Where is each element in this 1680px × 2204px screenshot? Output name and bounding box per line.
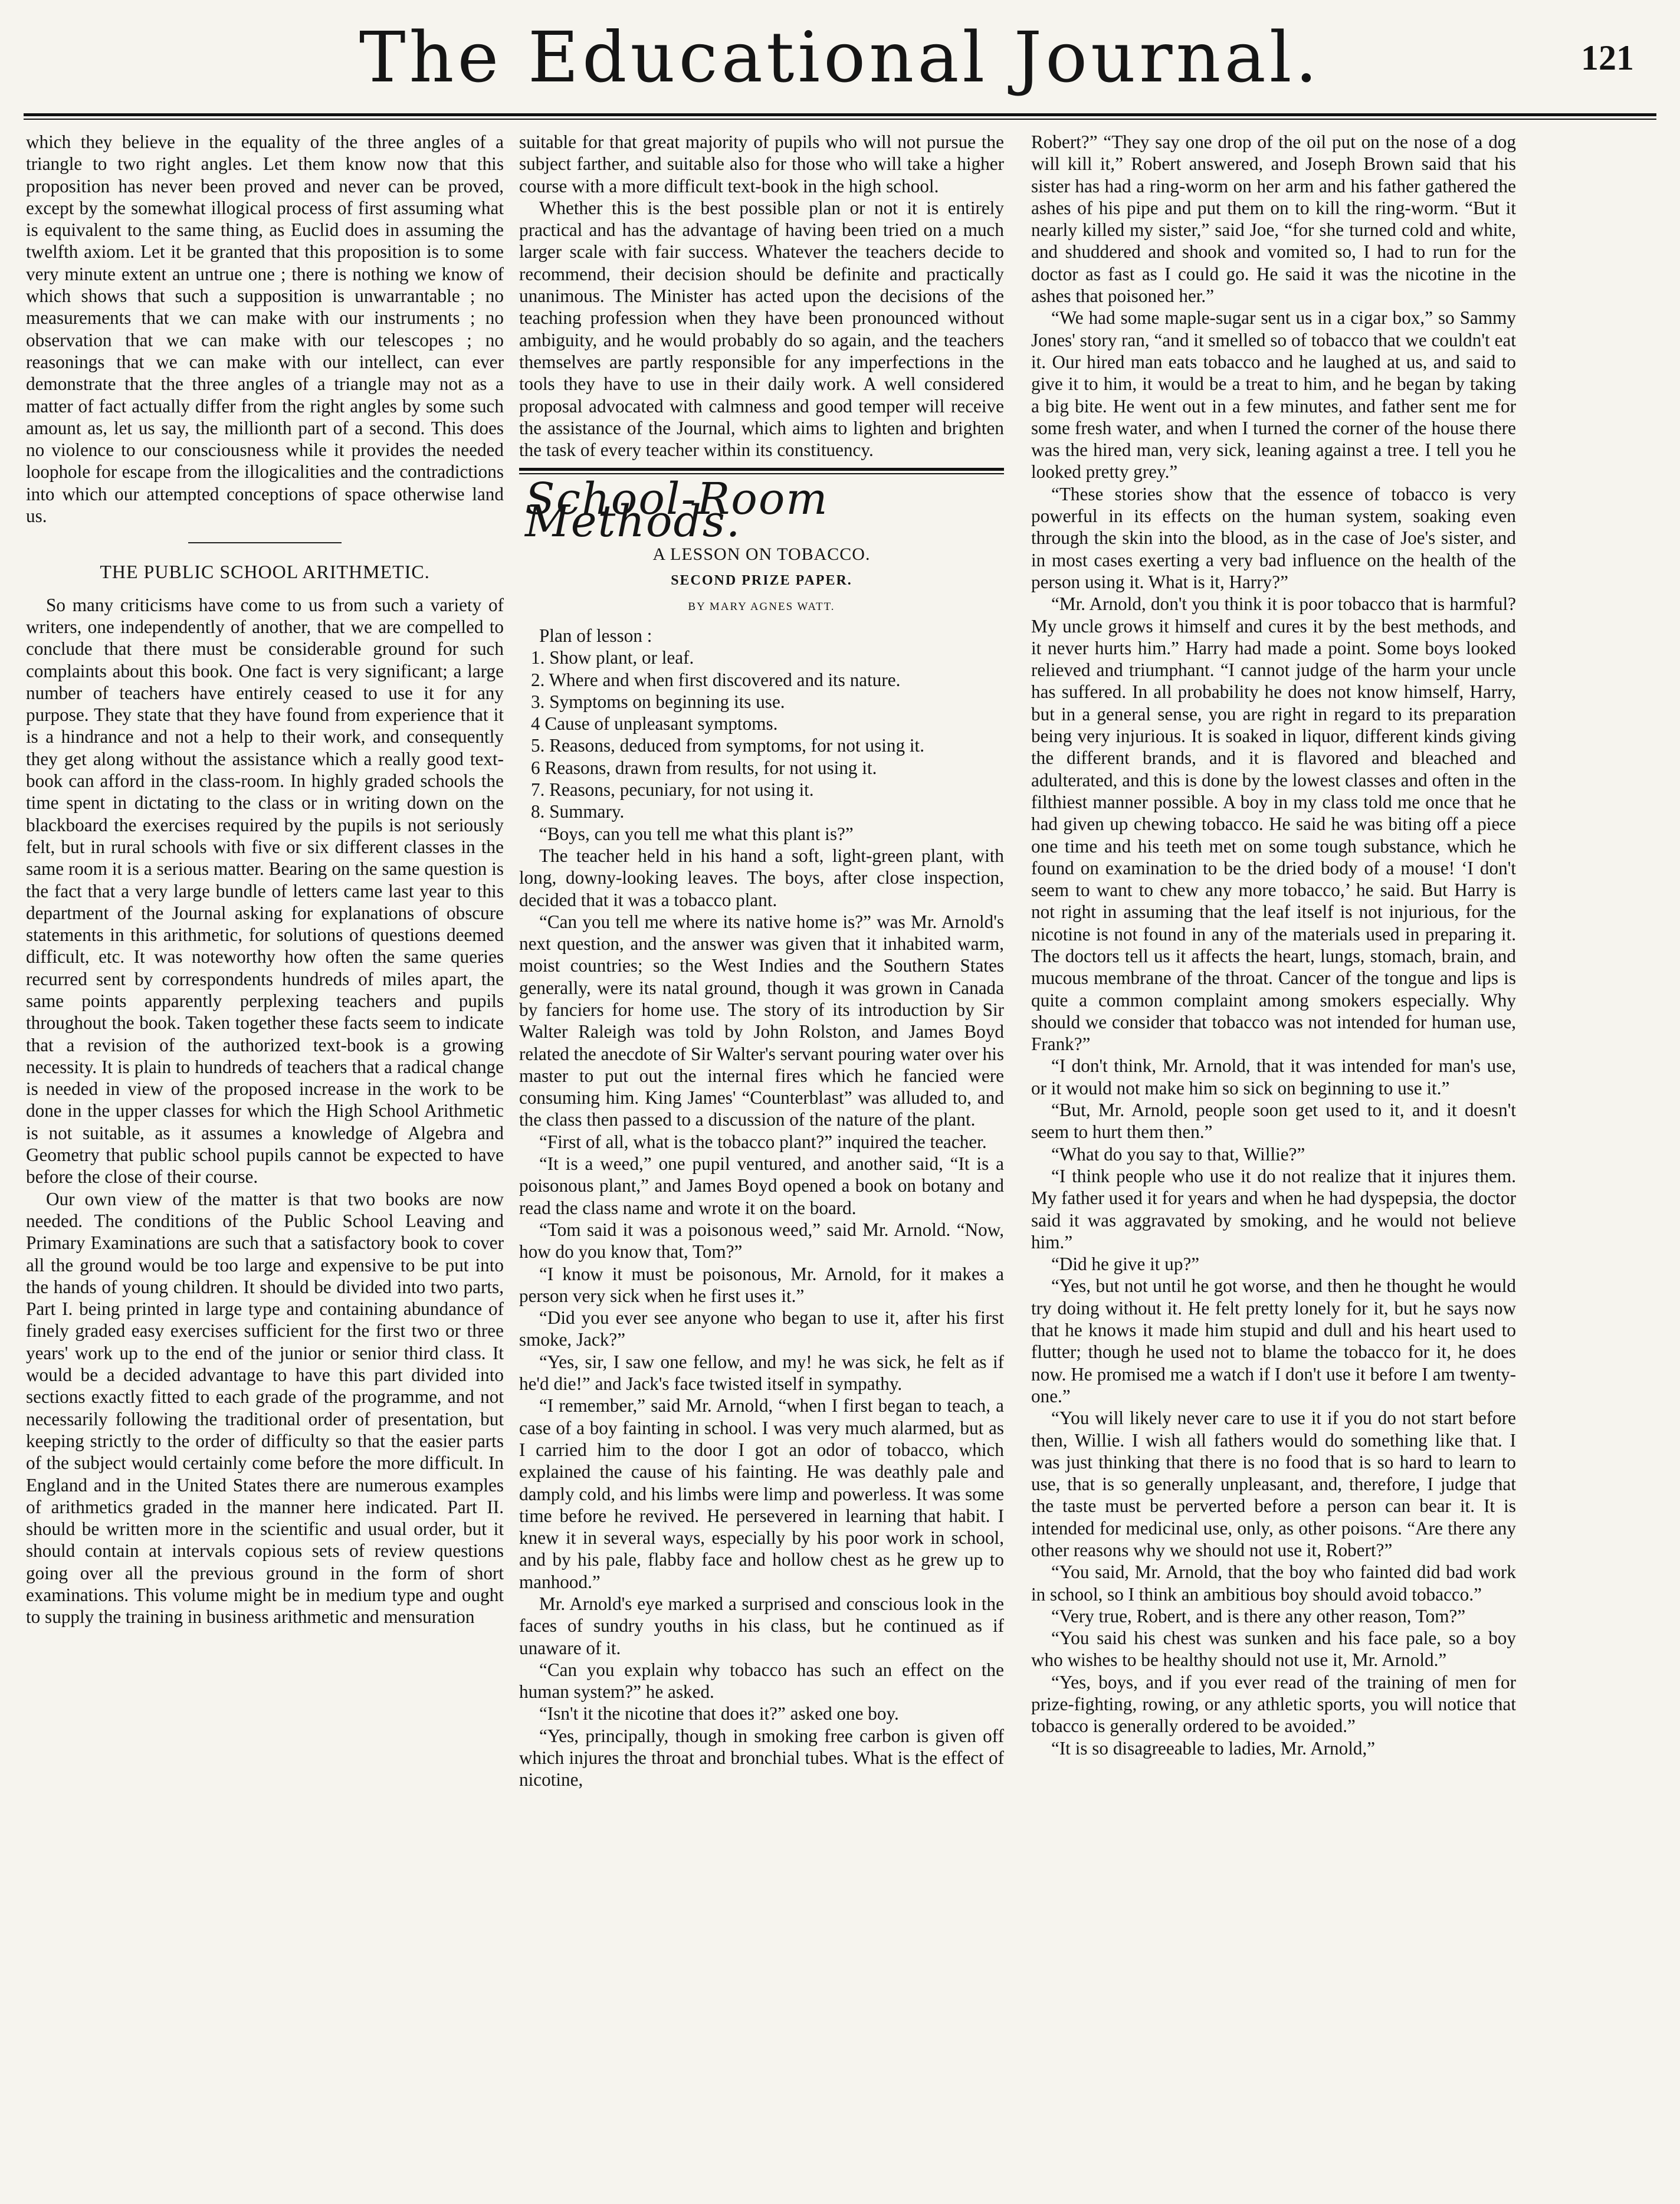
paragraph: which they believe in the equality of the three angles of a triangle to two right angles. Let them know now that this proposition has never been proved and never can be proved, except by the somewhat illogical process of first assuming what is equivalent to the same thing, as Euclid does in assuming the twelfth axiom. Let it be granted that this proposition is to some very minute extent an untrue one ; there is nothing we know of which shows that such a supposition is unwarrantable ; no measurements that we can make with our instruments ; no observation that we can make with our telescopes ; no reasonings that we can make with our intellect, can ever demonstrate that the three angles of a triangle may not as a matter of fact actually differ from the right angles by some such amount as, let us say, the millionth part of a second. This does no violence to our consciousness while it provides the needed loophole for escape from the illogicalities and the contradictions into which our attempted conceptions of space otherwise land us. bbox=[26, 132, 504, 527]
paragraph: “Can you tell me where its native home is?” was Mr. Arnold's next question, and the answer was given that it inhabited warm, moist countries; so the West Indies and the Southern States generally, were its natal ground, though it was grown in Canada by fanciers for home use. The story of its introduction by Sir Walter Raleigh was told by John Rolston, and James Boyd related the anecdote of Sir Walter's servant pouring water over his master to put out the internal fires which he fancied were consuming him. King James' “Counterblast” was alluded to, and the class then passed to a discussion of the nature of the plant. bbox=[519, 911, 1004, 1130]
paragraph: “I think people who use it do not realize that it injures them. My father used it for years and when he had dyspepsia, the doctor said it was aggravated by smoking, and he would not believe him.” bbox=[1031, 1165, 1516, 1252]
plan-item: 6 Reasons, drawn from results, for not using it. bbox=[531, 757, 877, 778]
paragraph: Whether this is the best possible plan or not it is entirely practical and has the advantage of having been tried on a much larger scale with fair success. Whatever the teachers decide to recommend, their decision should be definite and practically unanimous. The Minister has acted upon the decisions of the teaching profession when they have been pronounced without ambiguity, and he would probably do so again, and the teachers themselves are partly responsible for any imperfections in the tools they have to use in their daily work. A well considered proposal advocated with calmness and good temper will receive the assistance of the Journal, which aims to lighten and brighten the task of every teacher within its constituency. bbox=[519, 197, 1004, 461]
plan-intro: Plan of lesson : bbox=[539, 625, 652, 646]
paragraph: “Yes, sir, I saw one fellow, and my! he was sick, he felt as if he'd die!” and Jack's face twisted itself in sympathy. bbox=[519, 1351, 1004, 1395]
paragraph: “Mr. Arnold, don't you think it is poor tobacco that is harmful? My uncle grows it himself and cures it by the best methods, and it never hurts him.” Harry had made a point. Some boys looked relieved and triumphant. “I cannot judge of the harm your uncle has suffered. In all probability he does not know himself, Harry, but in a general sense, you are right in regard to its preparation being very injurious. It is soaked in liquor, different kinds giving the different brands, and it is flavored and bleached and adulterated, and this is done by the lowest classes and often in the filthiest manner possible. A boy in my class told me once that he had given up chewing tobacco. He said he was biting off a piece one time and his teeth met on some tough substance, which he found on examination to be the dried body of a mouse! ‘I don't seem to want to chew any more tobacco,’ he said. But Harry is not right in assuming that the leaf itself is not injurious, for the nicotine is not found in any of the materials used in preparing it. The doctors tell us it affects the heart, lungs, stomach, brain, and mucous membrane of the throat. Cancer of the tongue and lips is quite a common complaint among smokers especially. Why should we consider that tobacco was not intended for human use, Frank?” bbox=[1031, 593, 1516, 1055]
paragraph: The teacher held in his hand a soft, light-green plant, with long, downy-looking leaves. The boys, after close inspection, decided that it was a tobacco plant. bbox=[519, 845, 1004, 910]
paragraph: “First of all, what is the tobacco plant?” inquired the teacher. bbox=[539, 1131, 987, 1152]
journal-title: The Educational Journal. bbox=[359, 17, 1321, 98]
paragraph: “You will likely never care to use it if you do not start before then, Willie. I wish all fathers would do something like that. I was just thinking that there is no food that is so hard to learn to use, that is so generally unpleasant, and, therefore, I judge that the taste must be perverted before a person can bear it. It is intended for medicinal use, only, as other poisons. “Are there any other reasons why we should not use it, Robert?” bbox=[1031, 1408, 1516, 1560]
column-2 bbox=[519, 131, 1004, 1791]
paragraph: “Yes, principally, though in smoking free carbon is given off which injures the throat and bronchial tubes. What is the effect of nicotine, bbox=[519, 1725, 1004, 1790]
paragraph: “Tom said it was a poisonous weed,” said Mr. Arnold. “Now, how do you know that, Tom?” bbox=[519, 1219, 1004, 1262]
plan-item: 2. Where and when first discovered and its nature. bbox=[531, 669, 901, 690]
article-heading: THE PUBLIC SCHOOL ARITHMETIC. bbox=[100, 561, 430, 583]
lesson-plan bbox=[519, 625, 1004, 823]
paragraph: “We had some maple-sugar sent us in a cigar box,” so Sammy Jones' story ran, “and it smelled so of tobacco that we couldn't eat it. Our hired man eats tobacco and he laughed at us, and said to give it to him, it would be a treat to him, and he began by taking a big bite. He went out in a few minutes, and father sent me for some fresh water, and when I turned the corner of the house there was the hired man, very sick, leaning against a tree. I tell you he looked pretty grey.” bbox=[1031, 307, 1516, 483]
paragraph: “Did you ever see anyone who began to use it, after his first smoke, Jack?” bbox=[519, 1307, 1004, 1350]
masthead-rule bbox=[24, 113, 1656, 120]
paragraph: “I know it must be poisonous, Mr. Arnold, for it makes a person very sick when he first uses it.” bbox=[519, 1263, 1004, 1306]
paragraph: “It is so disagreeable to ladies, Mr. Arnold,” bbox=[1051, 1737, 1376, 1759]
column-1 bbox=[26, 131, 504, 1628]
paragraph: “But, Mr. Arnold, people soon get used to it, and it doesn't seem to hurt them then.” bbox=[1031, 1100, 1516, 1143]
paragraph: “Yes, but not until he got worse, and then he thought he would try doing without it. He felt pretty lonely for it, but he says now that he knows it made him stupid and dull and his heart used to flutter; though he used not to blame the tobacco for it, he does now. He promised me a watch if I don't use it before I am twenty-one.” bbox=[1031, 1275, 1516, 1406]
lesson-title: A LESSON ON TOBACCO. bbox=[652, 545, 871, 565]
paragraph: “Yes, boys, and if you ever read of the training of men for prize-fighting, rowing, or any athletic sports, you will notice that tobacco is generally ordered to be avoided.” bbox=[1031, 1671, 1516, 1737]
paragraph: “These stories show that the essence of tobacco is very powerful in its effects on the human system, soaking even through the skin into the blood, as in the case of Joe's sister, and in most cases exerting a very bad influence on the health of the person using it. What is it, Harry?” bbox=[1031, 483, 1516, 592]
masthead bbox=[24, 13, 1656, 118]
paragraph: “Boys, can you tell me what this plant is?” bbox=[539, 823, 854, 844]
plan-item: 7. Reasons, pecuniary, for not using it. bbox=[531, 779, 814, 801]
paragraph: So many criticisms have come to us from such a variety of writers, one independently of another, that we are compelled to conclude that there must be considerable ground for such complaints about this book. One fact is very significant; a large number of teachers have entirely ceased to use it for any purpose. They state that they have found from experience that it is a hindrance and not a help to their work, and consequently they get along without the assistance which a really good text-book can afford in the class-room. In highly graded schools the time spent in dictating to the class or in writing down on the blackboard the exercises required by the pupils is not seriously felt, but in rural schools with five or six different classes in the same room it is a serious matter. Bearing on the same question is the fact that a very large bundle of letters came last year to this department of the Journal asking for explanations of obscure statements in this arithmetic, for solutions of questions deemed difficult, etc. It was noteworthy how often the same queries recurred sent by correspondents hundreds of miles apart, the same points apparently perplexing teachers and pupils throughout the book. Taken together these facts seem to indicate that a revision of the authorized text-book is a growing necessity. It is plain to hundreds of teachers that a radical change is needed in view of the proposed increase in the work to be done in the upper classes for which the High School Arithmetic is not suitable, as it assumes a knowledge of Algebra and Geometry that public school pupils cannot be expected to have before the close of their course. bbox=[26, 594, 504, 1188]
plan-item: 5. Reasons, deduced from symptoms, for not using it. bbox=[531, 735, 924, 756]
paragraph: “I don't think, Mr. Arnold, that it was intended for man's use, or it would not make him so sick on beginning to use it.” bbox=[1031, 1055, 1516, 1098]
prize-label: SECOND PRIZE PAPER. bbox=[671, 573, 852, 589]
plan-item: 1. Show plant, or leaf. bbox=[531, 647, 694, 668]
page-number: 121 bbox=[1581, 38, 1634, 77]
paragraph: “You said his chest was sunken and his face pale, so a boy who wishes to be healthy should not use it, Mr. Arnold.” bbox=[1031, 1628, 1516, 1671]
plan-item: 4 Cause of unpleasant symptoms. bbox=[531, 713, 778, 734]
paragraph: “I remember,” said Mr. Arnold, “when I first began to teach, a case of a boy fainting in school. I was very much alarmed, but as I carried him to the door I got an odor of tobacco, which explained the cause of his fainting. He was deathly pale and damply cold, and his limbs were limp and powerless. It was some time before he revived. He persevered in learning that habit. I knew it in several ways, especially by his poor work in school, and by his pale, flabby face and hollow chest as he grew up to manhood.” bbox=[519, 1395, 1004, 1592]
plan-item: 8. Summary. bbox=[531, 801, 625, 822]
paragraph: “Isn't it the nicotine that does it?” asked one boy. bbox=[539, 1703, 899, 1724]
paragraph: “You said, Mr. Arnold, that the boy who fainted did bad work in school, so I think an ambitious boy should avoid tobacco.” bbox=[1031, 1562, 1516, 1605]
paragraph: suitable for that great majority of pupils who will not pursue the subject farther, and suitable also for those who will take a higher course with a more difficult text-book in the high school. bbox=[519, 132, 1004, 196]
paragraph: Robert?” “They say one drop of the oil put on the nose of a dog will kill it,” Robert answered, and Joseph Brown said that his sister has had a ring-worm on her arm and his father gathered the ashes of his pipe and put them on to kill the ring-worm. “But it nearly killed my sister,” said Joe, “for she turned cold and white, and shuddered and shook and vomited so, I had to run for the doctor as fast as I could go. He said it was the nicotine in the ashes that poisoned her.” bbox=[1031, 132, 1516, 307]
byline: BY MARY AGNES WATT. bbox=[688, 600, 835, 613]
divider bbox=[188, 542, 342, 543]
paragraph: “Did he give it up?” bbox=[1051, 1254, 1200, 1275]
paragraph: “Very true, Robert, and is there any other reason, Tom?” bbox=[1051, 1605, 1466, 1626]
paragraph: Mr. Arnold's eye marked a surprised and conscious look in the faces of sundry youths in his class, but he continued as if unaware of it. bbox=[519, 1593, 1004, 1658]
paragraph: “What do you say to that, Willie?” bbox=[1051, 1143, 1305, 1165]
column-3 bbox=[1031, 131, 1516, 1759]
section-heading: School-Room Methods. bbox=[525, 474, 829, 547]
paragraph: “Can you explain why tobacco has such an effect on the human system?” he asked. bbox=[519, 1659, 1004, 1703]
paragraph: “It is a weed,” one pupil ventured, and another said, “It is a poisonous plant,” and James Boyd opened a book on botany and read the class name and wrote it on the board. bbox=[519, 1153, 1004, 1218]
paragraph: Our own view of the matter is that two books are now needed. The conditions of the Public School Leaving and Primary Examinations are such that a satisfactory book to cover all the ground would be too large and expensive to be put into the hands of young children. It should be divided into two parts, Part I. being printed in large type and containing abundance of finely graded easy exercises sufficient for the first two or three years' work up to the end of the junior or senior third class. It would be a decided advantage to have this part divided into sections exactly fitted to each grade of the programme, and not necessarily following the traditional order of presentation, but keeping strictly to the order of difficulty so that the easier parts of the subject would certainly come before the more difficult. In England and in the United States there are numerous examples of arithmetics graded in the manner here indicated. Part II. should be written more in the scientific and usual order, but it should contain at intervals copious sets of review questions going over all the previous ground in the form of short examinations. This volume might be in medium type and ought to supply the training in business arithmetic and mensuration bbox=[26, 1188, 504, 1628]
plan-item: 3. Symptoms on beginning its use. bbox=[531, 691, 785, 712]
